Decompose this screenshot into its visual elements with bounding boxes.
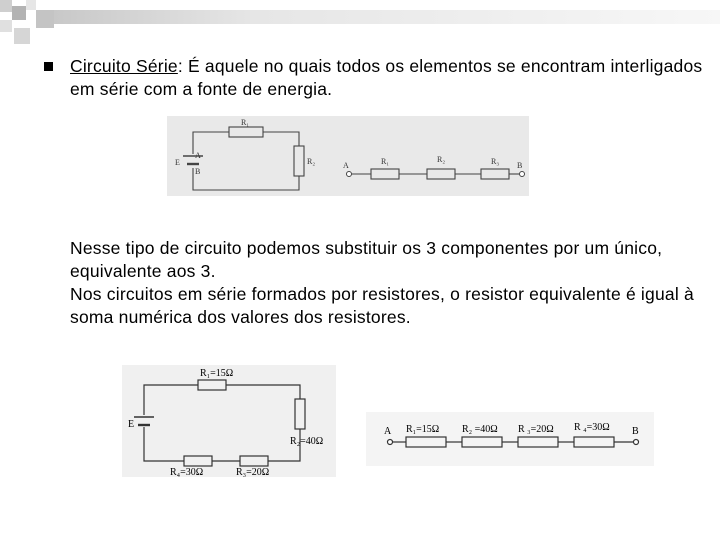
terminal-a-label: A — [384, 426, 392, 437]
terminal-b-label: B — [632, 426, 639, 437]
r2-value-label: R₂ =40Ω — [462, 424, 498, 435]
line-a-label: A — [343, 161, 349, 170]
line-r3-label: R₃ — [491, 157, 500, 166]
line-r2-label: R₂ — [437, 155, 446, 164]
paragraph-equivalent: Nesse tipo de circuito podemos substituir os 3 componentes por um único, equivalente aos 3. — [70, 238, 663, 281]
loop-circuit-figure — [122, 365, 336, 477]
wire-segment — [263, 132, 299, 146]
paragraph-sum-rule: Nos circuitos em série formados por resistores, o resistor equivalente é igual à soma numérica dos valores dos resistores. — [70, 284, 694, 327]
terminal-b — [520, 172, 525, 177]
r4-value-label: R₄=30Ω — [170, 467, 204, 477]
r1-label: R₁ — [241, 118, 250, 127]
line-resistor-r3 — [481, 169, 509, 179]
source-label: E — [175, 158, 180, 167]
r2-label: R₂ — [307, 157, 316, 166]
intro-rest: : É aquele no quais todos os elementos se encontram interligados em série com a fonte de energia. — [70, 56, 703, 99]
terminal-a — [347, 172, 352, 177]
r4-value-label: R ₄=30Ω — [574, 422, 610, 433]
resistor-r1 — [229, 127, 263, 137]
r2-value-label: R₂=40Ω — [290, 436, 324, 447]
node-a-label: A — [195, 151, 201, 160]
r3-value-label: R₃=20Ω — [236, 467, 270, 477]
source-label: E — [128, 419, 135, 430]
intro-text — [70, 55, 710, 101]
r1-value-label: R₁=15Ω — [406, 424, 440, 435]
wire-segment — [193, 168, 299, 190]
bullet-icon — [44, 62, 53, 71]
resistor-r2 — [294, 146, 304, 176]
line-b-label: B — [517, 161, 523, 170]
line-resistor-r2 — [427, 169, 455, 179]
series-circuit-figure — [167, 116, 529, 196]
linear-circuit-figure — [366, 412, 654, 466]
term-label: Circuito Série — [70, 56, 178, 76]
node-b-label: B — [195, 167, 201, 176]
r1-value-label: R₁=15Ω — [200, 368, 234, 379]
line-resistor-r1 — [371, 169, 399, 179]
explanation-text — [70, 237, 710, 329]
corner-decoration — [0, 0, 720, 46]
line-r1-label: R₁ — [381, 157, 390, 166]
r3-value-label: R ₃=20Ω — [518, 424, 554, 435]
